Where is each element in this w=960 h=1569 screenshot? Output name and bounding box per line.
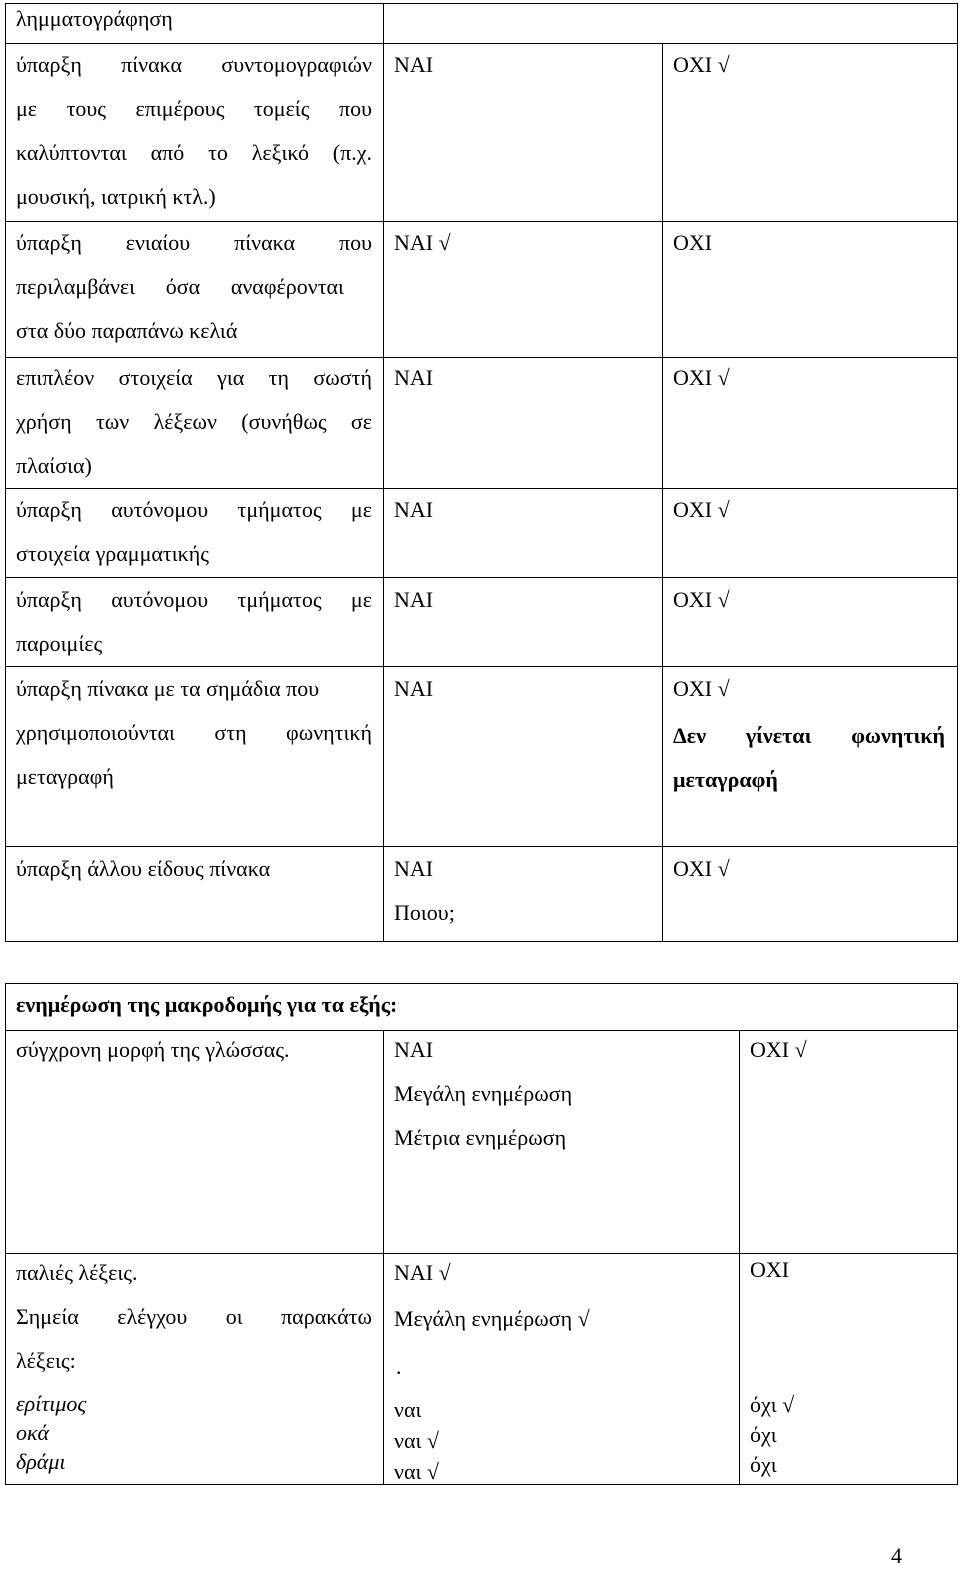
row6-label-line1: ύπαρξη πίνακα με τα σημάδια που <box>16 676 320 701</box>
row6-note-line1: Δεν γίνεται φωνητική <box>673 723 945 748</box>
table2-row-divider <box>5 1030 958 1031</box>
row5-yes: ΝΑΙ <box>394 587 434 612</box>
row7-yes: ΝΑΙ <box>394 856 434 881</box>
table2-right-border <box>957 983 958 1484</box>
word-oka-no: όχι <box>750 1422 777 1447</box>
table1-bottom-border <box>5 941 958 942</box>
table1-row-divider <box>5 357 958 358</box>
word-drami: δράμι <box>16 1449 66 1474</box>
row1-label-line1: ύπαρξη πίνακα συντομογραφιών <box>16 52 372 77</box>
table2-heading: ενημέρωση της μακροδομής για τα εξής: <box>16 992 398 1017</box>
row7-no: ΟΧΙ √ <box>673 856 730 881</box>
table1-row-divider <box>5 488 958 489</box>
table1-row-divider <box>5 846 958 847</box>
row1-label-line4: μουσική, ιατρική κτλ.) <box>16 184 216 209</box>
old-words-dot: . <box>396 1354 402 1379</box>
table1-row-divider <box>5 666 958 667</box>
word-oka: οκά <box>16 1420 50 1445</box>
table1-row-divider <box>5 43 958 44</box>
row4-yes: ΝΑΙ <box>394 497 434 522</box>
table1-col-divider <box>383 3 384 941</box>
page-number: 4 <box>891 1543 902 1568</box>
row3-yes: ΝΑΙ <box>394 365 434 390</box>
row6-label-line3: μεταγραφή <box>16 764 114 789</box>
modern-form-option-moderate: Μέτρια ενημέρωση <box>394 1125 567 1150</box>
row6-note-line2: μεταγραφή <box>673 767 778 792</box>
row3-label-line1: επιπλέον στοιχεία για τη σωστή <box>16 365 372 390</box>
table2-col-divider <box>739 1030 740 1484</box>
word-drami-yes: ναι √ <box>394 1459 439 1484</box>
row1-yes: ΝΑΙ <box>394 52 434 77</box>
row3-no: ΟΧΙ √ <box>673 365 730 390</box>
row2-yes: ΝΑΙ √ <box>394 230 451 255</box>
old-words-yes-sub: Μεγάλη ενημέρωση √ <box>394 1306 590 1331</box>
table2-left-border <box>5 983 6 1484</box>
row4-label-line2: στοιχεία γραμματικής <box>16 541 209 566</box>
checkpoints-label-line2: λέξεις: <box>16 1348 76 1373</box>
table1-col-divider <box>662 43 663 941</box>
old-words-no: ΟΧΙ <box>750 1257 790 1282</box>
row6-label-line2: χρησιμοποιούνται στη φωνητική <box>16 720 372 745</box>
row3-label-line2: χρήση των λέξεων (συνήθως σε <box>16 409 372 434</box>
row-label-lemmatography: λημματογράφηση <box>16 6 173 31</box>
old-words-yes: ΝΑΙ √ <box>394 1260 451 1285</box>
row5-label-line1: ύπαρξη αυτόνομου τμήματος με <box>16 587 372 612</box>
row7-yes-sub: Ποιου; <box>394 900 455 925</box>
row4-label-line1: ύπαρξη αυτόνομου τμήματος με <box>16 497 372 522</box>
row6-no: ΟΧΙ √ <box>673 676 730 701</box>
table2-row-divider <box>5 1253 958 1254</box>
row1-no: ΟΧΙ √ <box>673 52 730 77</box>
word-oka-yes: ναι √ <box>394 1428 439 1453</box>
row5-no: ΟΧΙ √ <box>673 587 730 612</box>
row2-label-line1: ύπαρξη ενιαίου πίνακα που <box>16 230 372 255</box>
table2-bottom-border <box>5 1484 958 1485</box>
table1-top-border <box>5 3 958 4</box>
word-eritimos: ερίτιμος <box>16 1391 87 1416</box>
modern-form-yes: ΝΑΙ <box>394 1037 434 1062</box>
modern-form-no: ΟΧΙ √ <box>750 1037 807 1062</box>
table1-right-border <box>957 3 958 941</box>
table1-left-border <box>5 3 6 941</box>
row2-label-line3: στα δύο παραπάνω κελιά <box>16 318 238 343</box>
table2-top-border <box>5 983 958 984</box>
table1-row-divider <box>5 577 958 578</box>
modern-form-label: σύγχρονη μορφή της γλώσσας. <box>16 1037 290 1062</box>
row1-label-line3: καλύπτονται από το λεξικό (π.χ. <box>16 140 372 165</box>
row3-label-line3: πλαίσια) <box>16 453 92 478</box>
row2-label-line2: περιλαμβάνει όσα αναφέρονται <box>16 274 344 299</box>
row1-label-line2: με τους επιμέρους τομείς που <box>16 96 372 121</box>
row7-label: ύπαρξη άλλου είδους πίνακα <box>16 856 271 881</box>
checkpoints-label-line1: Σημεία ελέγχου οι παρακάτω <box>16 1304 372 1329</box>
row2-no: ΟΧΙ <box>673 230 713 255</box>
word-drami-no: όχι <box>750 1452 777 1477</box>
row5-label-line2: παροιμίες <box>16 631 103 656</box>
word-eritimos-yes: ναι <box>394 1397 422 1422</box>
table2-col-divider <box>383 1030 384 1484</box>
row6-yes: ΝΑΙ <box>394 676 434 701</box>
modern-form-option-major: Μεγάλη ενημέρωση <box>394 1081 573 1106</box>
row4-no: ΟΧΙ √ <box>673 497 730 522</box>
table1-row-divider <box>5 221 958 222</box>
old-words-label: παλιές λέξεις. <box>16 1260 138 1285</box>
word-eritimos-no: όχι √ <box>750 1392 795 1417</box>
